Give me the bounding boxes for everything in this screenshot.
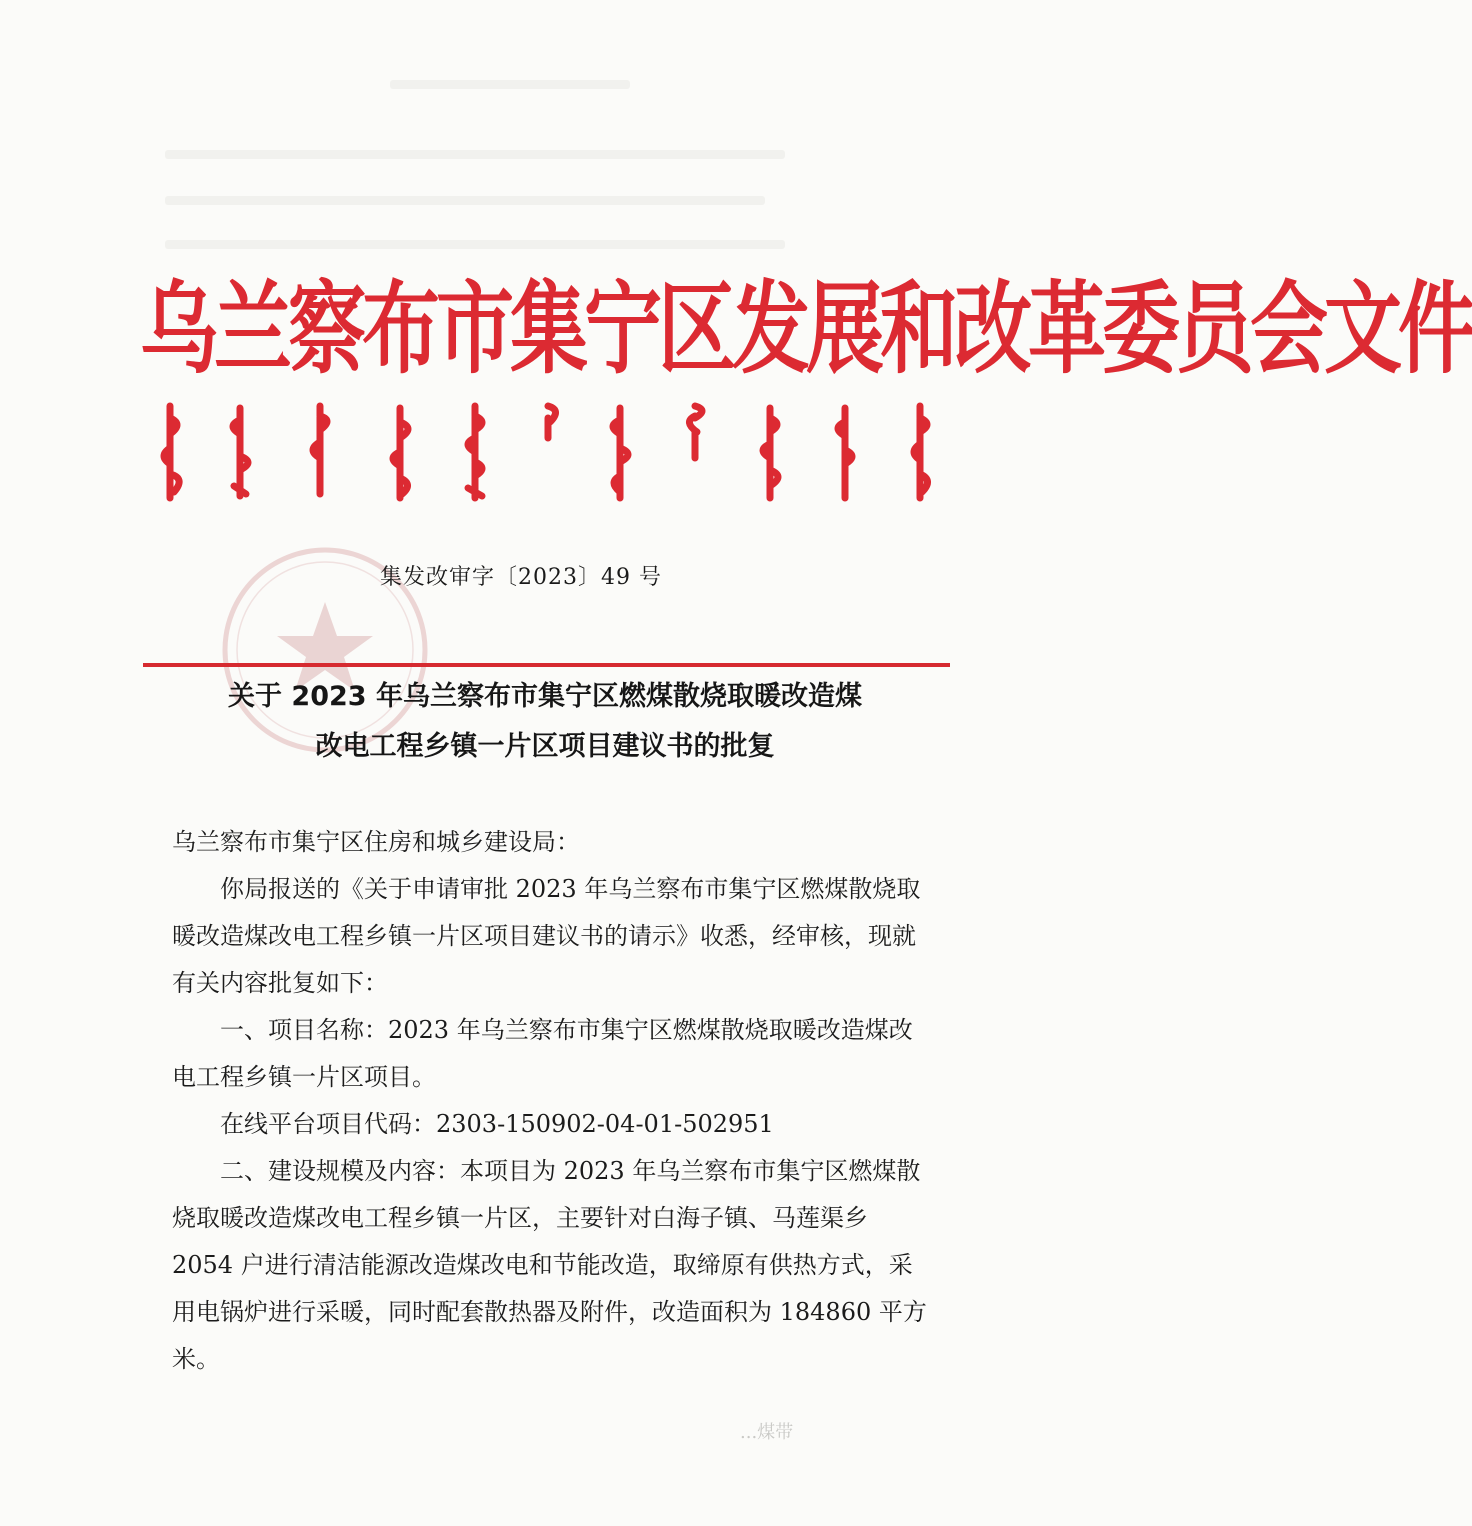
mongolian-masthead-icon	[150, 398, 950, 508]
title-line-2: 改电工程乡镇一片区项目建议书的批复	[315, 731, 775, 762]
bleed-through-line	[390, 80, 630, 89]
document-title	[150, 672, 940, 772]
addressee: 乌兰察布市集宁区住房和城乡建设局：	[172, 828, 580, 856]
paragraph-project-name: 一、项目名称：2023 年乌兰察布市集宁区燃煤散烧取暖改造煤改电工程乡镇一片区项目。	[172, 1016, 913, 1091]
document-body	[172, 819, 932, 1383]
bleed-through-line	[165, 150, 785, 159]
paragraph-scope: 二、建设规模及内容：本项目为 2023 年乌兰察布市集宁区燃煤散烧取暖改造煤改电工程乡镇一片区，主要针对白海子镇、马莲渠乡 2054 户进行清洁能源改造煤改电和节能改造，取缔原有供热方式，采用电锅炉进行采暖，同时配套散热器及附件，改造面积为 184860 平方米。	[172, 1157, 927, 1373]
red-divider-line	[143, 663, 950, 667]
title-line-1: 关于 2023 年乌兰察布市集宁区燃煤散烧取暖改造煤	[228, 681, 862, 712]
bleed-through-line	[165, 196, 765, 205]
paragraph-intro: 你局报送的《关于申请审批 2023 年乌兰察布市集宁区燃煤散烧取暖改造煤改电工程乡镇一片区项目建议书的请示》收悉，经审核，现就有关内容批复如下：	[172, 875, 921, 997]
bleed-through-text: ...煤带	[740, 1422, 794, 1443]
document-number: 集发改审字〔2023〕49 号	[380, 565, 662, 590]
paragraph-project-code: 在线平台项目代码：2303-150902-04-01-502951	[220, 1110, 774, 1138]
mongolian-script-graphic	[150, 398, 950, 508]
agency-masthead: 乌兰察布市集宁区发展和改革委员会文件	[140, 272, 1472, 388]
bleed-through-line	[165, 240, 785, 249]
